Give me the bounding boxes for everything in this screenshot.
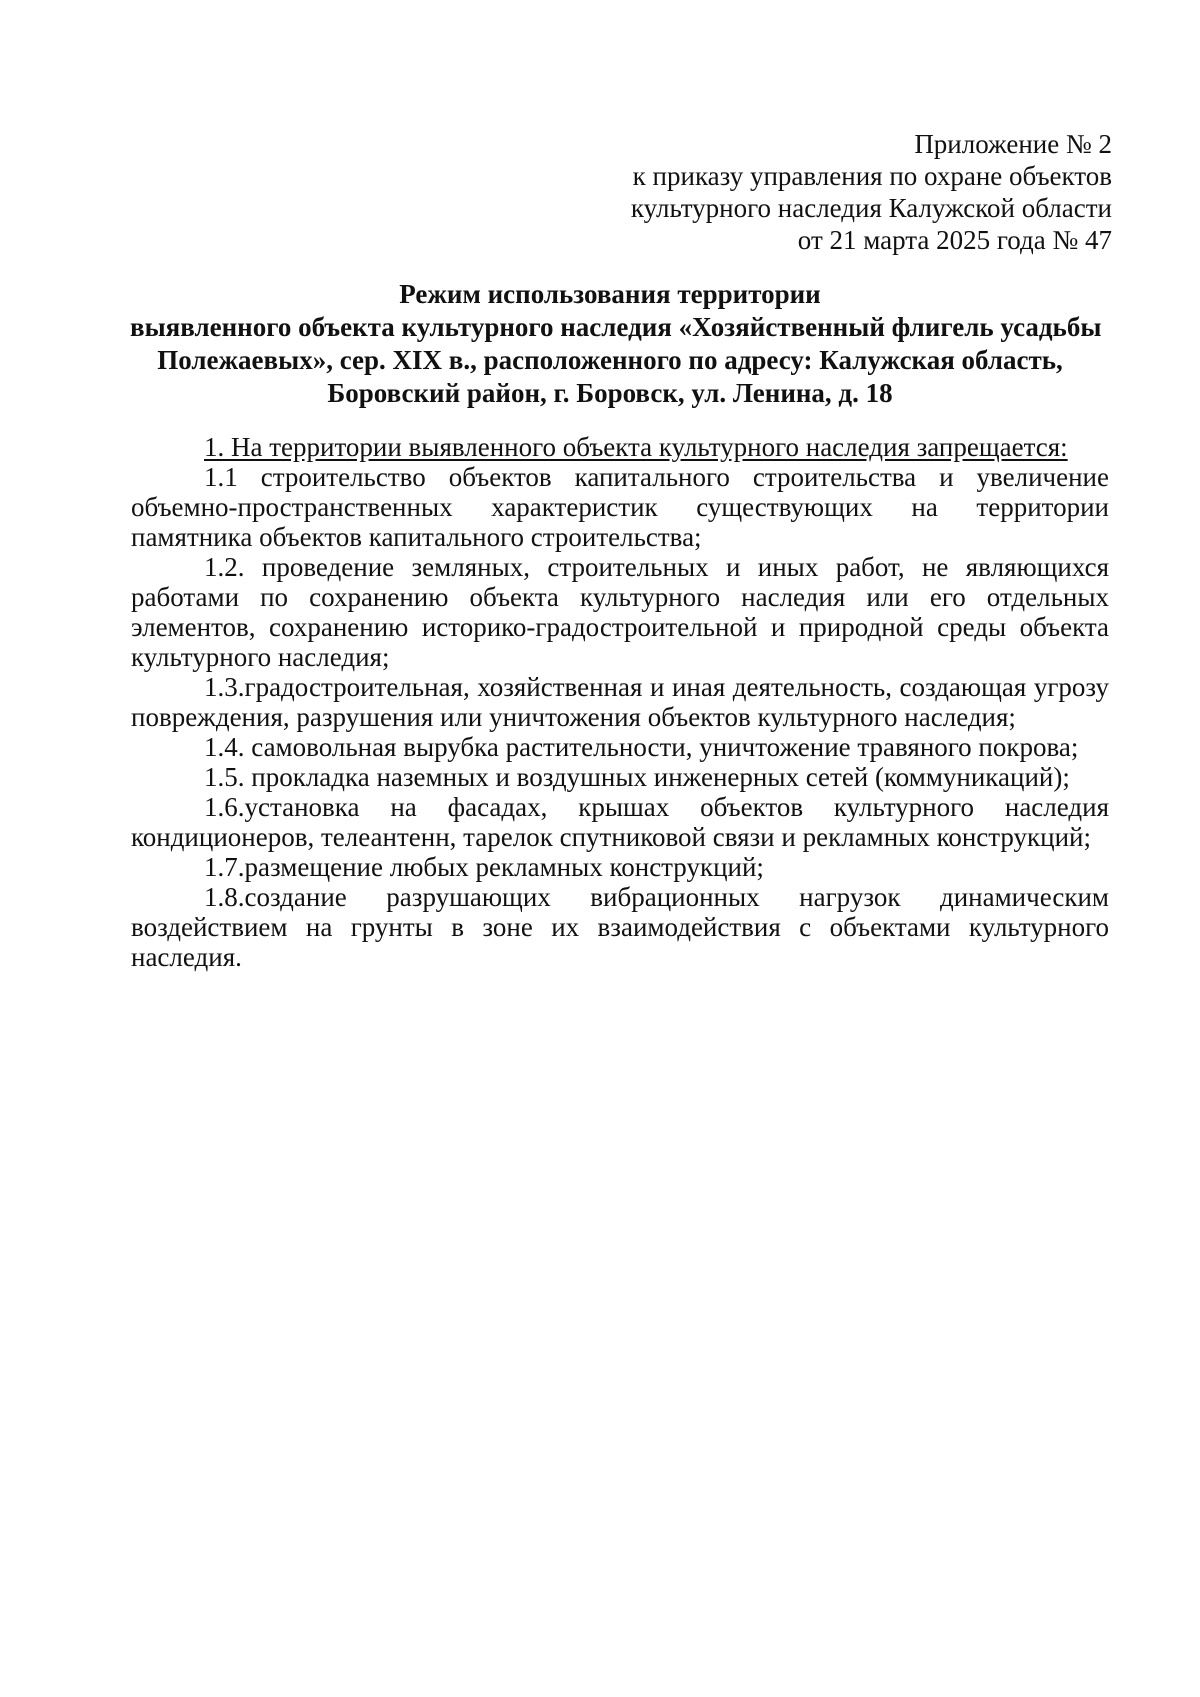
list-item-1-7: 1.7.размещение любых рекламных конструкций; [204,852,764,882]
section-intro-text: 1. На территории выявленного объекта культурного наследия запрещается: [204,432,1068,462]
list-item-1-4: 1.4. самовольная вырубка растительности, уничтожение травяного покрова; [204,732,1079,762]
appendix-header [631,128,1112,256]
appendix-order-ref: к приказу управления по охране объектов [632,161,1112,191]
list-item-1-8: 1.8.создание разрушающих вибрационных нагрузок динамическим воздействием на грунты в зоне их взаимодействия с объектами культурного наследия. [131,882,1109,972]
list-item-1-6: 1.6.установка на фасадах, крышах объектов культурного наследия кондиционеров, телеантенн, тарелок спутниковой связи и рекламных конструкций; [131,792,1109,852]
title-line-1: Режим использования территории [399,279,821,309]
document-body [131,432,1109,972]
list-item-1-1: 1.1 строительство объектов капитального строительства и увеличение объемно-пространственных характеристик существующих на территории памятника объектов капитального строительства; [131,462,1109,552]
appendix-number: Приложение № 2 [914,129,1112,159]
list-item-1-5: 1.5. прокладка наземных и воздушных инженерных сетей (коммуникаций); [204,762,1070,792]
title-line-4: Боровский район, г. Боровск, ул. Ленина, д. 18 [327,378,893,408]
title-line-3: Полежаевых», сер. XIX в., расположенного по адресу: Калужская область, [157,345,1063,375]
title-line-2: выявленного объекта культурного наследия «Хозяйственный флигель усадьбы [130,312,1102,342]
document-title [130,278,1102,410]
appendix-date: от 21 марта 2025 года № 47 [797,225,1112,255]
section-intro [131,432,1109,462]
list-item-1-2: 1.2. проведение земляных, строительных и иных работ, не являющихся работами по сохранению объекта культурного наследия или его отдельных элементов, сохранению историко-градостроительной и природной среды объекта культурного наследия; [131,552,1109,672]
appendix-authority: культурного наследия Калужской области [630,193,1112,223]
list-item-1-3: 1.3.градостроительная, хозяйственная и иная деятельность, создающая угрозу повреждения, разрушения или уничтожения объектов культурного наследия; [131,672,1109,732]
